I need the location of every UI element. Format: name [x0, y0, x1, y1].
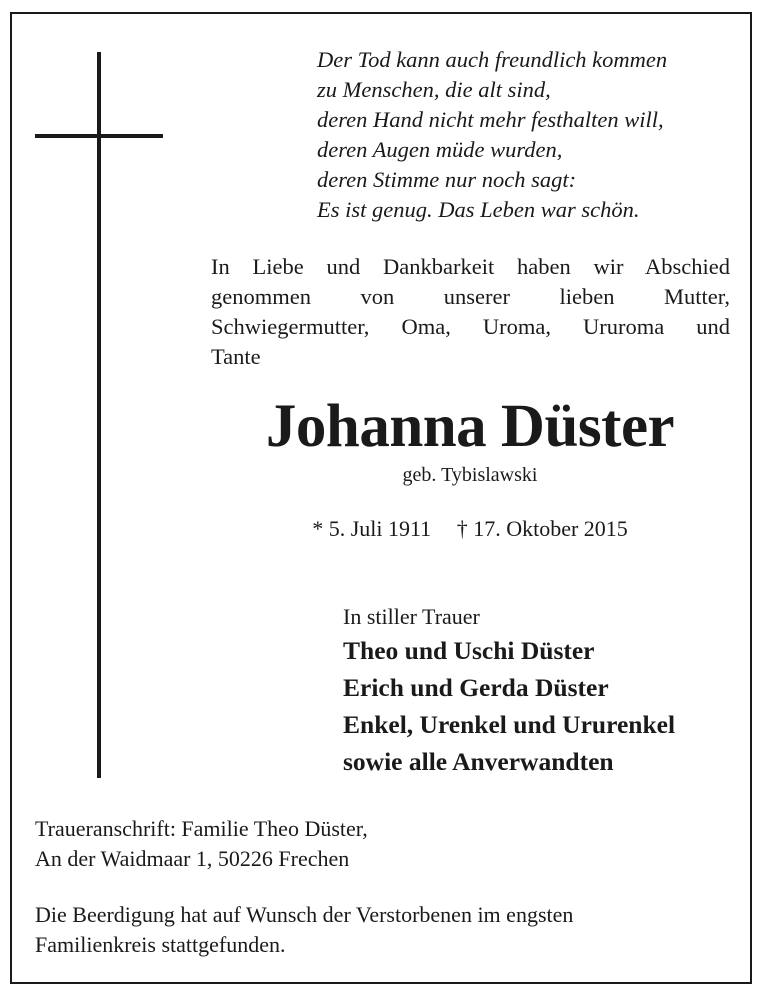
- death-date: † 17. Oktober 2015: [456, 516, 628, 541]
- cross-icon-crossbar: [35, 134, 163, 138]
- intro-line: In Liebe und Dankbarkeit haben wir Abschied: [211, 254, 730, 279]
- intro-line: genommen von unserer lieben Mutter,: [211, 284, 730, 309]
- mourner-entry: sowie alle Anverwandten: [343, 747, 614, 776]
- intro-line: Tante: [211, 344, 261, 369]
- address-line: Traueranschrift: Familie Theo Düster,: [35, 816, 368, 841]
- intro-text: [211, 252, 730, 372]
- cross-icon: [97, 52, 101, 778]
- poem-line: deren Hand nicht mehr festhalten will,: [317, 107, 664, 132]
- intro-line: Schwiegermutter, Oma, Uroma, Ururoma und: [211, 314, 730, 339]
- mourners-label: In stiller Trauer: [343, 604, 480, 629]
- funeral-note: [35, 900, 695, 960]
- poem: [317, 45, 737, 225]
- poem-line: deren Augen müde wurden,: [317, 137, 563, 162]
- funeral-line: Die Beerdigung hat auf Wunsch der Verstorbenen im engsten: [35, 902, 574, 927]
- birth-date: * 5. Juli 1911: [312, 516, 432, 541]
- address-line: An der Waidmaar 1, 50226 Frechen: [35, 846, 350, 871]
- poem-line: Es ist genug. Das Leben war schön.: [317, 197, 640, 222]
- mourner-entry: Enkel, Urenkel und Ururenkel: [343, 710, 676, 739]
- mourner-entry: Theo und Uschi Düster: [343, 636, 595, 665]
- funeral-line: Familienkreis stattgefunden.: [35, 932, 286, 957]
- life-dates: [250, 515, 690, 543]
- mourners: [343, 602, 743, 780]
- poem-line: Der Tod kann auch freundlich kommen: [317, 47, 668, 72]
- mourner-entry: Erich und Gerda Düster: [343, 673, 609, 702]
- poem-line: deren Stimme nur noch sagt:: [317, 167, 577, 192]
- mourning-address: [35, 814, 535, 874]
- deceased-name: Johanna Düster: [265, 393, 675, 460]
- maiden-name: geb. Tybislawski: [402, 464, 538, 486]
- poem-line: zu Menschen, die alt sind,: [317, 77, 551, 102]
